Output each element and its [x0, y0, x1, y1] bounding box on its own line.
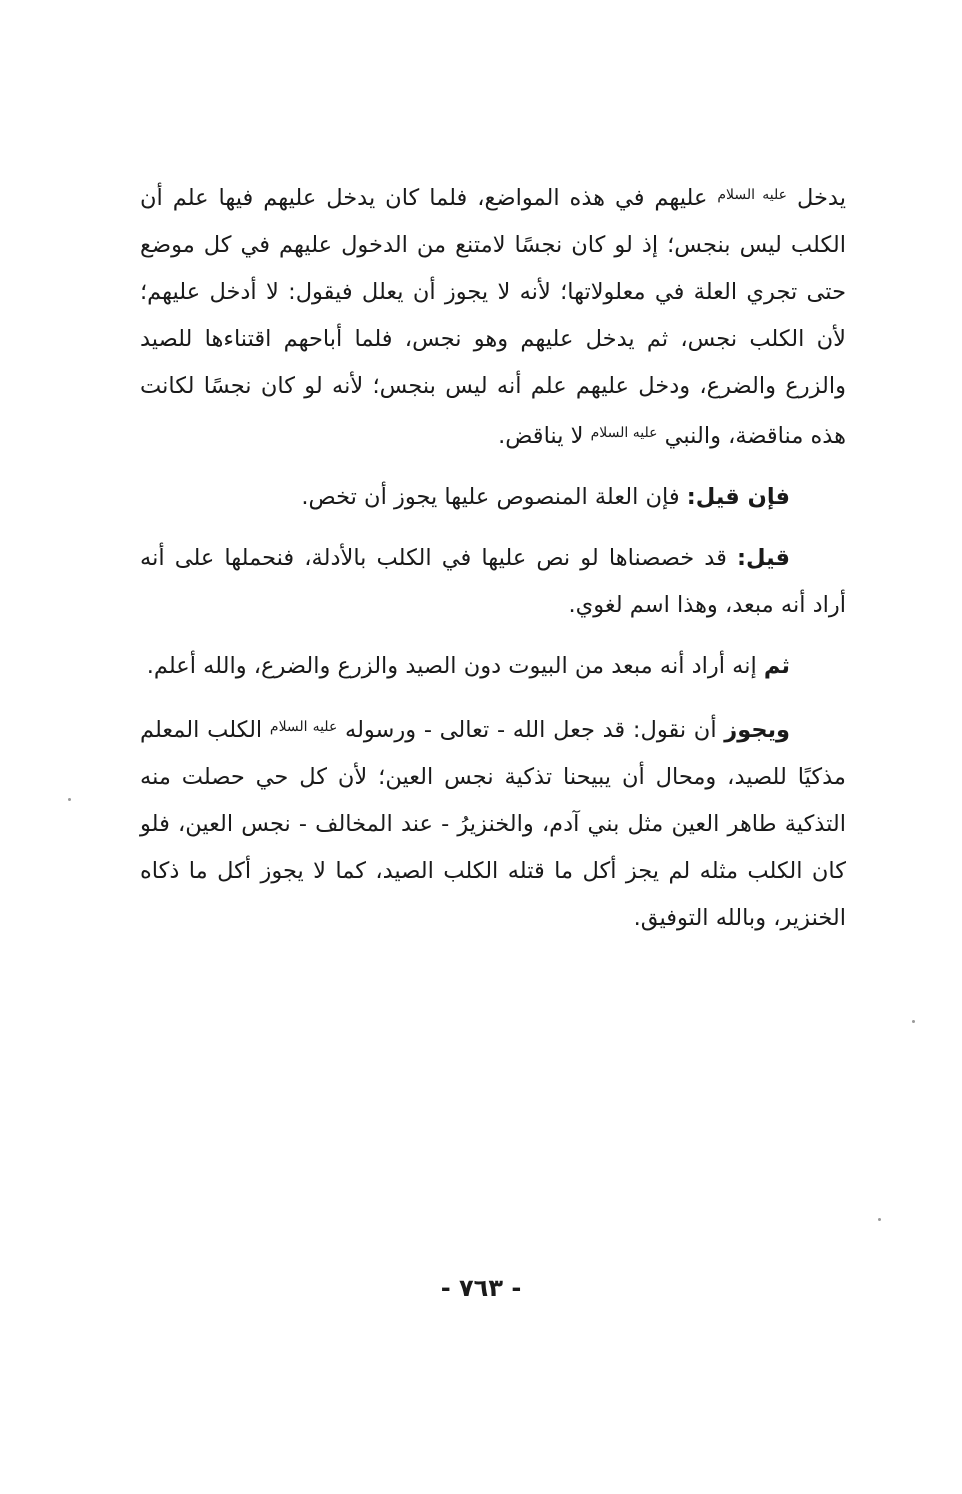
paragraph-5-lead: ويجوز — [724, 717, 791, 743]
paragraph-5 — [140, 704, 846, 942]
paragraph-4-text: إنه أراد أنه مبعد من البيوت دون الصيد والزرع والضرع، والله أعلم. — [146, 653, 757, 679]
main-text — [140, 172, 846, 942]
paragraph-3 — [140, 535, 846, 629]
honorific-mark: عليه السلام — [269, 719, 338, 735]
honorific-mark: عليه السلام — [717, 187, 788, 203]
paragraph-4-lead: ثم — [763, 653, 790, 679]
paragraph-5-part-1: أن نقول: قد جعل الله - تعالى - ورسوله — [345, 717, 717, 743]
paragraph-4 — [140, 643, 846, 690]
scan-speck — [68, 798, 71, 801]
paragraph-5-part-2: الكلب المعلم مذكيًا للصيد، ومحال أن يبيحنا تذكية نجس العين؛ لأن كل حي حصلت منه التذكية طاهر العين مثل بني آدم، والخنزيرُ - عند المخالف - نجس العين، فلو كان الكلب مثله لم يجز أكل ما قتله الكلب الصيد، كما لا يجوز أكل ما ذكاه الخنزير، وبالله التوفيق. — [140, 717, 846, 931]
paragraph-1-part-1: يدخل — [796, 185, 846, 211]
paragraph-2-text: فإن العلة المنصوص عليها يجوز أن تخص. — [301, 484, 680, 510]
paragraph-3-lead: قيل: — [737, 545, 790, 571]
paragraph-2-lead: فإن قيل: — [686, 484, 790, 510]
paragraph-1 — [140, 172, 846, 460]
scan-speck — [912, 1020, 915, 1023]
page-number: - ٧٦٣ - — [440, 1274, 522, 1302]
paragraph-1-part-2: عليهم في هذه المواضع، فلما كان يدخل عليهم فيها علم أن الكلب ليس بنجس؛ إذ لو كان نجسًا لامتنع من الدخول عليهم في كل موضع حتى تجري العلة في معلولاتها؛ لأنه لا يجوز أن يعلل فيقول: لا أدخل عليهم؛ لأن الكلب نجس، ثم يدخل عليهم وهو نجس، فلما أباحهم اقتناءها للصيد والزرع والضرع، ودخل عليهم علم أنه ليس بنجس؛ لأنه لو كان نجسًا لكانت هذه مناقضة، والنبي — [140, 185, 846, 449]
scan-speck — [878, 1218, 881, 1221]
paragraph-2 — [140, 474, 846, 521]
paragraph-1-part-3: لا يناقض. — [498, 423, 584, 449]
paragraph-3-text: قد خصصناها لو نص عليها في الكلب بالأدلة، فنحملها على أنه أراد أنه مبعد، وهذا اسم لغوي. — [140, 545, 846, 618]
honorific-mark: عليه السلام — [590, 425, 658, 441]
